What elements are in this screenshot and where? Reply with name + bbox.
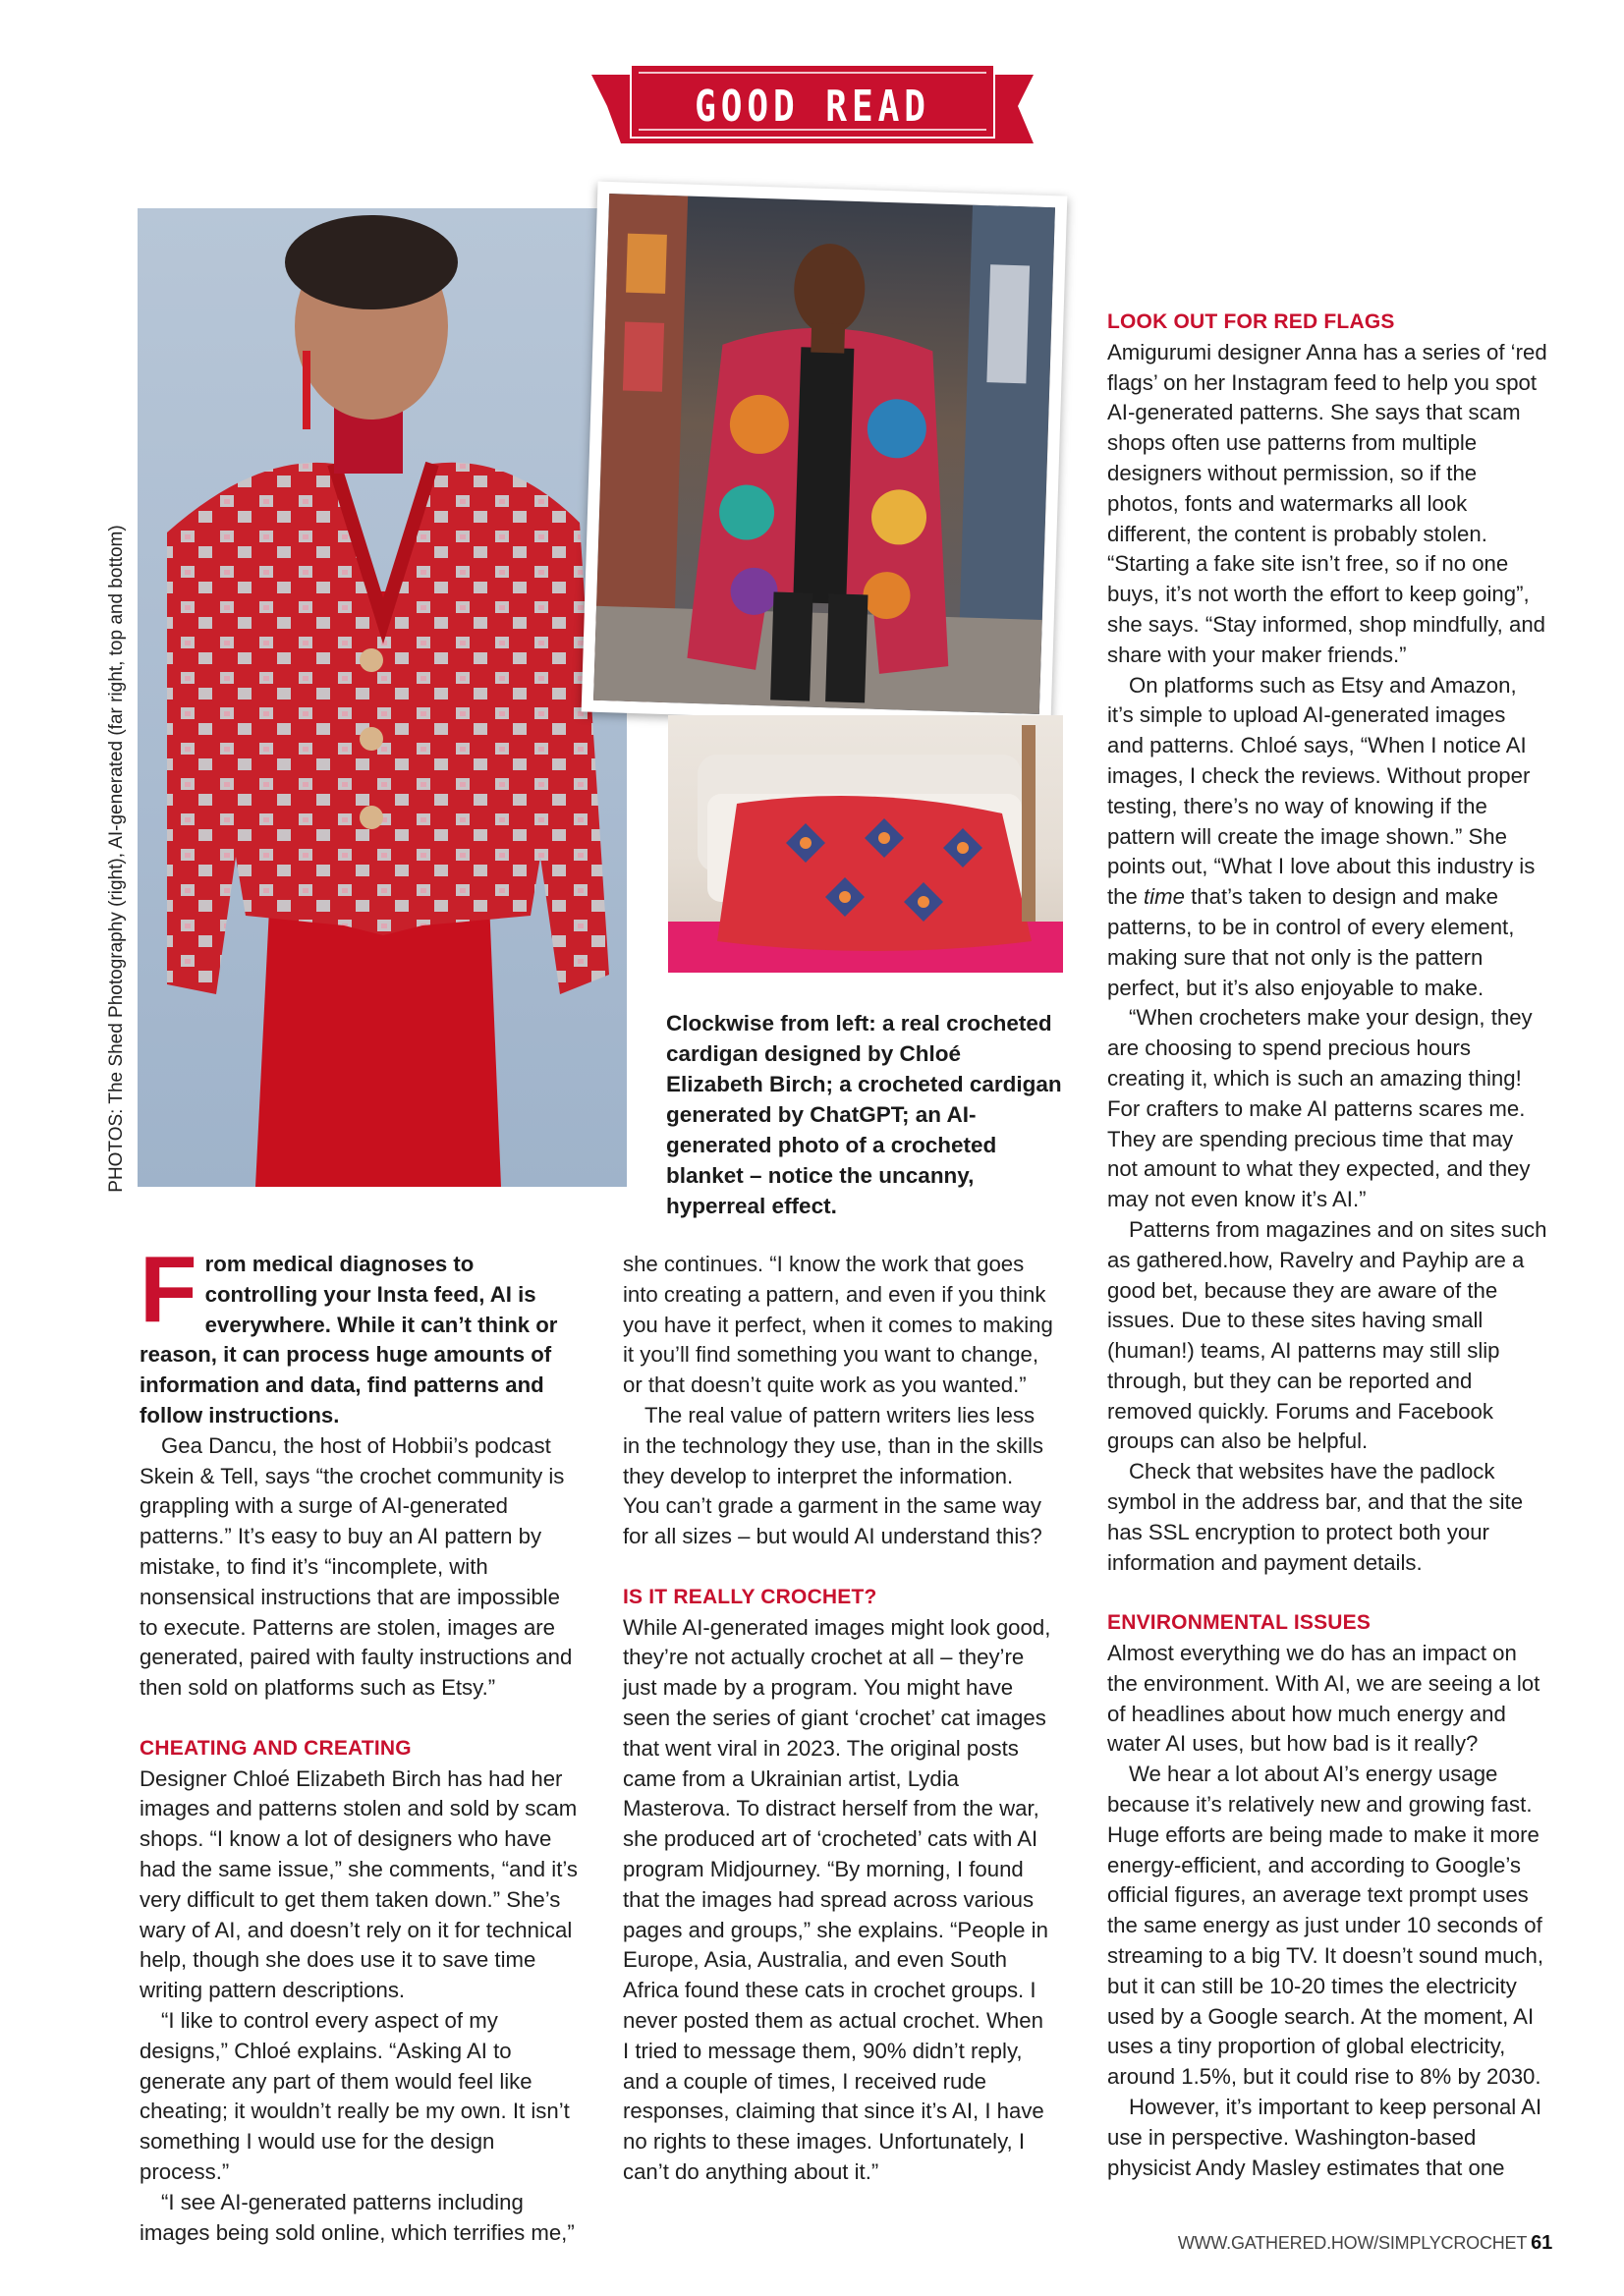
paragraph: Designer Chloé Elizabeth Birch has had her images and patterns stolen and sold by scam shops. “I know a lot of designers who have had the same issue,” she comments, “and it’s very difficult to get them taken down.” She’s wary of AI, and doesn’t rely on it for technical help, though she does use it to save time writing pattern descriptions. [140,1765,579,2003]
paragraph-text: On platforms such as Etsy and Amazon, it’s simple to upload AI-generated images and patterns. Chloé says, “When I notice AI images, I check the reviews. Without proper testing, there’s no way of knowing if the pattern will create the image shown.” She points out, “What I love about this industry is the [1107,672,1536,910]
paragraph: We hear a lot about AI’s energy usage because it’s relatively new and growing fast. Huge efforts are being made to make it more energy-efficient, and according to Google’s official figures, an average text prompt uses the same energy as just under 10 seconds of streaming to a big TV. It doesn’t sound much, but it can still be 10-20 times the electricity used by a Google search. At the moment, AI uses a tiny proportion of global electricity, around 1.5%, but it could rise to 8% by 2030. [1107,1762,1544,2090]
paragraph: “I like to control every aspect of my designs,” Chloé explains. “Asking AI to generate any part of them would feel like cheating; it wouldn’t really be my own. It isn’t something I would use for the design process.” [140,2007,570,2184]
ai-cardigan-photo [593,194,1055,714]
banner-label: GOOD READ [695,81,930,132]
photo-caption: Clockwise from left: a real crocheted cardigan designed by Chloé Elizabeth Birch; a crocheted cardigan generated by ChatGPT; an AI-generated photo of a crocheted blanket – notice the uncanny, hyperreal effect. [666,1011,1062,1218]
paragraph: Check that websites have the padlock symbol in the address bar, and that the site has SSL encryption to protect both your information and payment details. [1107,1459,1524,1575]
subheading-environmental: ENVIRONMENTAL ISSUES [1107,1611,1372,1635]
footer-url: WWW.GATHERED.HOW/SIMPLYCROCHET [1177,2233,1528,2253]
paragraph: However, it’s important to keep personal AI use in perspective. Washington-based physicist Andy Masley estimates that one [1107,2095,1542,2180]
ai-man-illustration [593,194,1055,714]
paragraph: “I see AI-generated patterns including images being sold online, which terrifies me,” [140,2189,575,2245]
intro-text: rom medical diagnoses to controlling your Insta feed, AI is everywhere. While it can’t think or reason, it can process huge amounts of information and data, find patterns and follow instructions. [140,1252,558,1428]
paragraph: she continues. “I know the work that goes into creating a pattern, and even if you think you have it perfect, when it comes to making it you’ll find something you want to change, or that doesn’t quite work as you wanted.” [623,1252,1053,1398]
ai-cardigan-photo-frame [582,182,1068,727]
section-banner [591,61,1034,151]
paragraph: Gea Dancu, the host of Hobbii’s podcast Skein & Tell, says “the crochet community is grappling with a surge of AI-generated patterns.” It’s easy to buy an AI pattern by mistake, to find it’s “incomplete, with nonsensical instructions that are impossible to execute. Patterns are stolen, images are generated, paired with faulty instructions and then sold on platforms such as Etsy.” [140,1432,573,1701]
paragraph: Almost everything we do has an impact on the environment. With AI, we are seeing a lot of headlines about how much energy and water AI uses, but how bad is it really? [1107,1641,1540,1757]
paragraph: “When crocheters make your design, they are choosing to spend precious hours creating it, which is such an amazing thing! For crafters to make AI patterns scares me. They are spending precious time that may not amount to what they expected, and they may not even know it’s AI.” [1107,1005,1533,1212]
paragraph: While AI-generated images might look good, they’re not actually crochet at all – they’re just made by a program. You might have seen the series of giant ‘crochet’ cat images that went viral in 2023. The original posts came from a Ukrainian artist, Lydia Masterova. To distract herself from the war, she produced art of ‘crocheted’ cats with AI program Midjourney. “By morning, I found that the images had spread across various pages and groups,” she explains. “People in Europe, Asia, Australia, and even South Africa found these cats in crochet groups. I never posted them as actual crochet. When I tried to message them, 90% didn’t reply, and a couple of times, I received rude responses, claiming that since it’s AI, I have no rights to these images. Unfortunately, I can’t do anything about it.” [623,1614,1051,2184]
paragraph-text: that’s taken to design and make patterns, to be in control of every element, making sure that not only is the pattern perfect, but it’s also enjoyable to make. [1107,884,1515,1000]
subheading-really-crochet: IS IT REALLY CROCHET? [623,1585,877,1608]
ai-blanket-illustration [668,715,1063,973]
page-footer [1130,2232,1552,2255]
drop-cap: F [140,1237,197,1342]
paragraph: Patterns from magazines and on sites such as gathered.how, Ravelry and Payhip are a good bet, because they are aware of the issues. Due to these sites having small (human!) teams, AI patterns may still slip through, but they can be reported and removed quickly. Forums and Facebook groups can also be helpful. [1107,1216,1547,1454]
ai-blanket-photo [668,715,1063,973]
photo-credit: PHOTOS: The Shed Photography (right), AI-generated (far right, top and bottom) [106,525,127,1193]
cardigan-illustration [138,208,627,1187]
paragraph [1107,671,1547,1004]
subheading-cheating: CHEATING AND CREATING [140,1736,412,1760]
page-number: 61 [1531,2232,1552,2254]
subheading-red-flags: LOOK OUT FOR RED FLAGS [1107,310,1395,333]
article-column-1 [140,1237,580,2248]
paragraph: The real value of pattern writers lies less in the technology they use, than in the skills they develop to interpret the information. You can’t grade a garment in the same way for all sizes – but would AI understand this? [623,1402,1043,1549]
article-column-3 [1107,308,1547,2183]
article-column-2 [623,1250,1055,2188]
cardigan-photo [138,208,627,1187]
paragraph: Amigurumi designer Anna has a series of ‘red flags’ on her Instagram feed to help you spot AI-generated patterns. She says that scam shops often use patterns from multiple designers without permission, so if the photos, fonts and watermarks all look different, the content is probably stolen. “Starting a fake site isn’t free, so if no one buys, it’s not worth the effort to keep going”, she says. “Stay informed, shop mindfully, and share with your maker friends.” [1107,339,1547,667]
intro-paragraph [140,1237,580,1431]
emphasis-text: time [1144,884,1185,910]
